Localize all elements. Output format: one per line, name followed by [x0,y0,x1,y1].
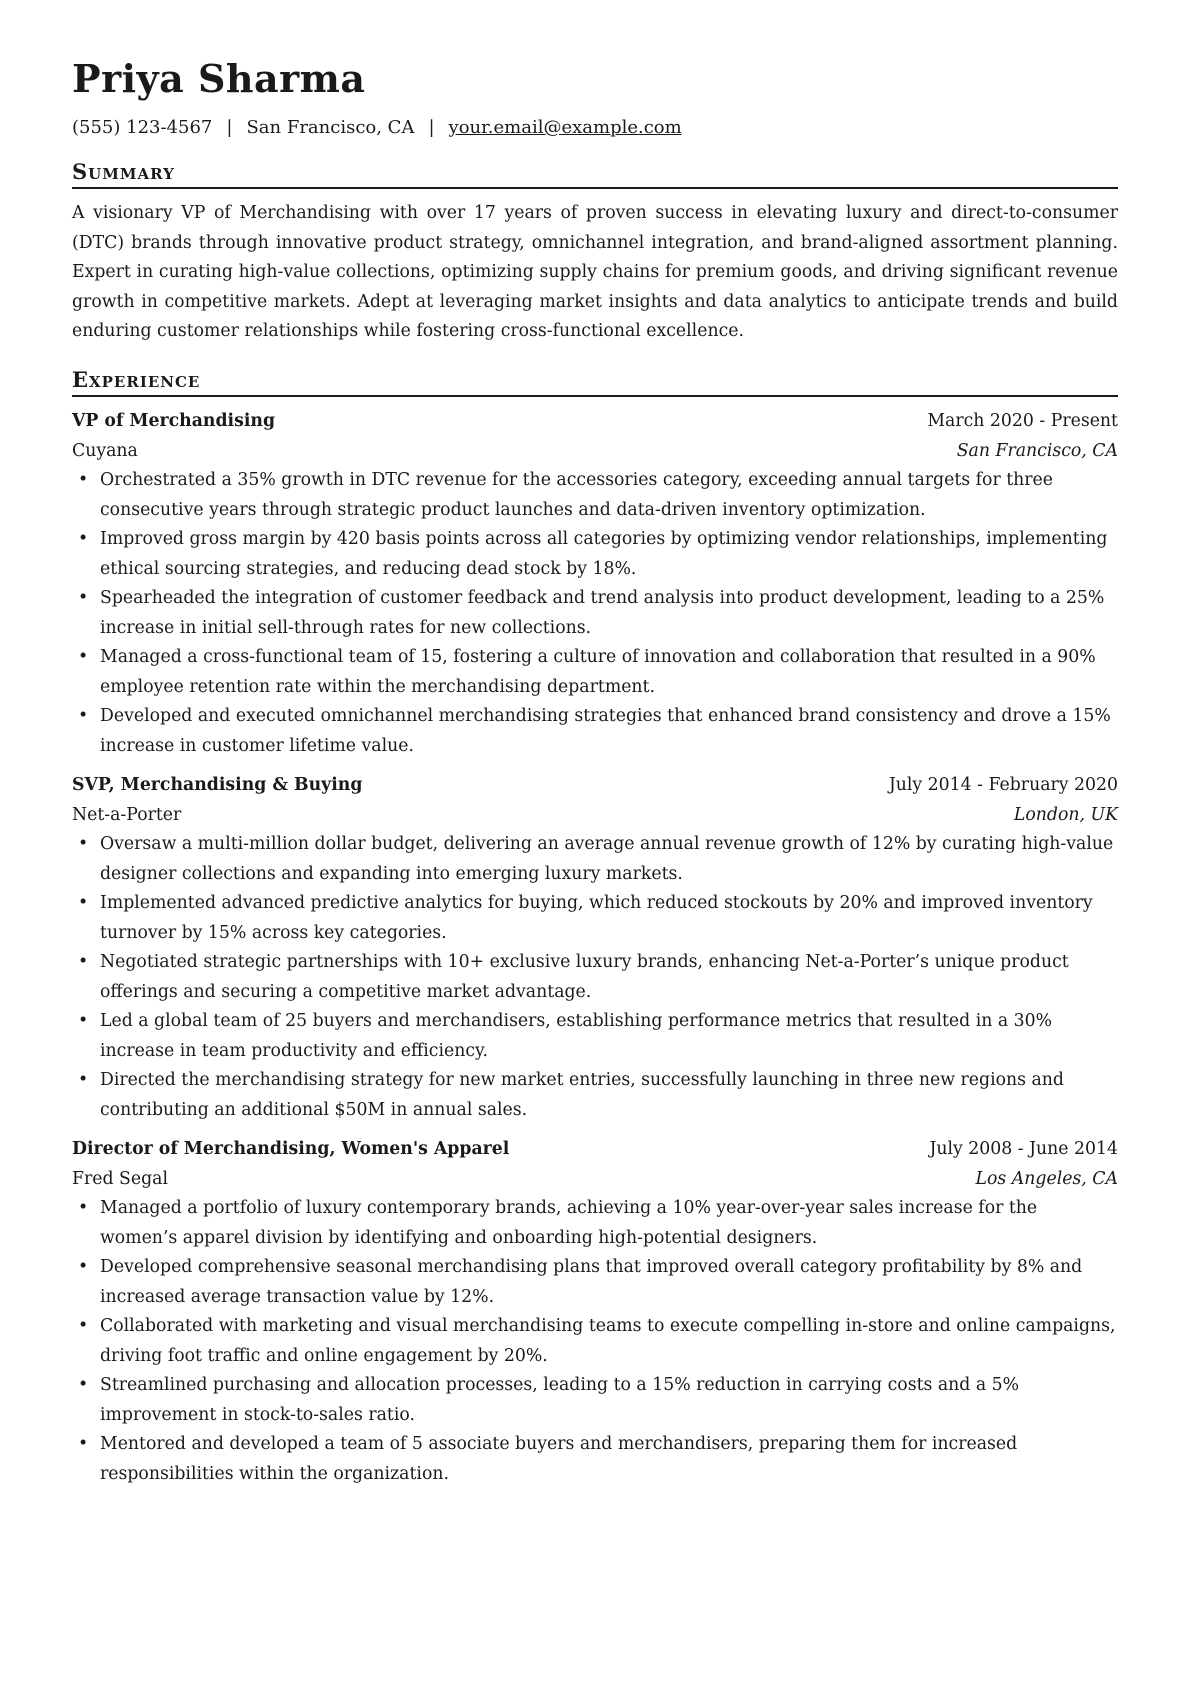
contact-line [72,116,1118,139]
job-title: SVP, Merchandising & Buying [72,775,363,796]
job-bullet: • Mentored and developed a team of 5 associate buyers and merchandisers, preparing them for increased responsibilities within the organization. [72,1430,1118,1489]
job-company: Cuyana [72,440,138,461]
job-bullet: • Spearheaded the integration of customer feedback and trend analysis into product development, leading to a 25% increase in initial sell-through rates for new collections. [72,584,1118,643]
job-dates: July 2008 - June 2014 [929,1139,1118,1160]
job-bullet: • Managed a cross-functional team of 15, fostering a culture of innovation and collaboration that resulted in a 90% employee retention rate within the merchandising department. [72,643,1118,702]
contact-location: San Francisco, CA [246,116,415,138]
job-bullets [72,830,1118,1125]
job-entry [72,771,1118,1125]
job-title: VP of Merchandising [72,411,276,432]
job-dates: March 2020 - Present [927,411,1118,432]
job-company-row [72,801,1118,831]
job-bullet: • Orchestrated a 35% growth in DTC revenue for the accessories category, exceeding annual targets for three consecutive years through strategic product launches and data-driven inventory optimization. [72,466,1118,525]
job-title-row [72,1135,1118,1165]
job-location: London, UK [1013,804,1118,825]
job-bullet: • Improved gross margin by 420 basis points across all categories by optimizing vendor relationships, implementing ethical sourcing strategies, and reducing dead stock by 18%. [72,525,1118,584]
job-location: Los Angeles, CA [975,1168,1118,1189]
job-company: Net-a-Porter [72,804,182,825]
job-bullet: • Developed comprehensive seasonal merchandising plans that improved overall category profitability by 8% and increased average transaction value by 12%. [72,1253,1118,1312]
job-bullet: • Collaborated with marketing and visual merchandising teams to execute compelling in-store and online campaigns, driving foot traffic and online engagement by 20%. [72,1312,1118,1371]
job-title-row [72,407,1118,437]
job-bullet: • Developed and executed omnichannel merchandising strategies that enhanced brand consistency and drove a 15% increase in customer lifetime value. [72,702,1118,761]
job-dates: July 2014 - February 2020 [888,775,1118,796]
contact-separator: | [428,116,435,138]
job-company-row [72,437,1118,467]
job-bullet: • Led a global team of 25 buyers and merchandisers, establishing performance metrics that resulted in a 30% increase in team productivity and efficiency. [72,1007,1118,1066]
job-entry [72,1135,1118,1489]
job-bullet: • Oversaw a multi-million dollar budget, delivering an average annual revenue growth of 12% by curating high-value designer collections and expanding into emerging luxury markets. [72,830,1118,889]
job-title-row [72,771,1118,801]
contact-separator: | [226,116,233,138]
email-link[interactable]: your.email@example.com [448,116,682,138]
job-bullets [72,1194,1118,1489]
summary-text: A visionary VP of Merchandising with over 17 years of proven success in elevating luxury and direct-to-consumer (DTC) brands through innovative product strategy, omnichannel integration, and brand-aligned assortment planning. Expert in curating high-value collections, optimizing supply chains for premium goods, and driving significant revenue growth in competitive markets. Adept at leveraging market insights and data analytics to anticipate trends and build enduring customer relationships while fostering cross-functional excellence. [72,203,1118,342]
job-location: San Francisco, CA [956,440,1118,461]
job-company: Fred Segal [72,1168,168,1189]
job-bullet: • Streamlined purchasing and allocation processes, leading to a 15% reduction in carrying costs and a 5% improvement in stock-to-sales ratio. [72,1371,1118,1430]
job-bullet: • Managed a portfolio of luxury contemporary brands, achieving a 10% year-over-year sales increase for the women’s apparel division by identifying and onboarding high-potential designers. [72,1194,1118,1253]
job-company-row [72,1165,1118,1195]
phone-number: (555) 123-4567 [72,116,213,138]
candidate-name: Priya Sharma [72,56,366,101]
job-bullets [72,466,1118,761]
job-bullet: • Directed the merchandising strategy for new market entries, successfully launching in three new regions and contributing an additional $50M in annual sales. [72,1066,1118,1125]
job-bullet: • Negotiated strategic partnerships with 10+ exclusive luxury brands, enhancing Net-a-Porter’s unique product offerings and securing a competitive market advantage. [72,948,1118,1007]
job-title: Director of Merchandising, Women's Apparel [72,1139,510,1160]
experience-heading: Experience [72,367,1118,397]
summary-heading: Summary [72,159,1118,189]
job-entry [72,407,1118,761]
job-bullet: • Implemented advanced predictive analytics for buying, which reduced stockouts by 20% and improved inventory turnover by 15% across key categories. [72,889,1118,948]
